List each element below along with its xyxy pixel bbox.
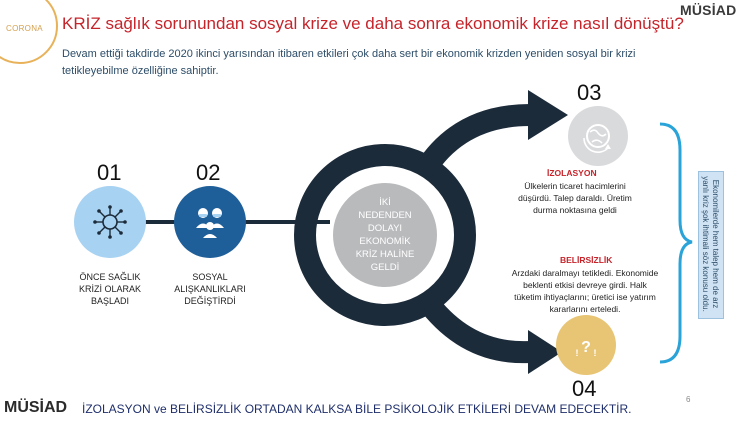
branch-04-number: 04 [572,376,597,401]
step-01-number: 01 [97,160,122,185]
page-number: 6 [686,395,691,404]
branch-03-number: 03 [577,80,602,105]
side-note-text: Ekonomilerde hem talep hem de arz yanlı kriz şok ihtimali söz konusu oldu. [701,176,720,312]
svg-text:!: ! [575,348,579,358]
svg-text:!: ! [593,348,597,358]
izolasyon-heading: İZOLASYON [547,168,597,178]
upper-arrow-head [528,90,568,140]
page-subtitle: Devam ettiği takdirde 2020 ikinci yarısından itibaren etkileri çok daha sert bir ekonomik krizden yeniden sosyal bir krizi tetikleyebilme özelliğine sahiptir. [62,48,636,77]
footer-statement: İZOLASYON ve BELİRSİZLİK ORTADAN KALKSA BİLE PSİKOLOJİK ETKİLERİ DEVAM EDECEKTİR. [82,402,632,416]
masked-people-icon [192,204,228,240]
step-02-number: 02 [196,160,221,185]
izolasyon-description: Ülkelerin ticaret hacimlerini düşürdü. Talep daraldı. Üretim durma noktasına geldi [518,181,632,215]
page-title: KRİZ sağlık sorunundan sosyal krize ve daha sonra ekonomik krize nasıl dönüştü? [62,14,684,33]
musiad-logo-bottom: MÜSİAD [4,399,68,416]
center-text: İKİ NEDENDEN DOLAYI EKONOMİK KRİZ HALİNE GELDİ [355,197,415,273]
belirsizlik-description: Arzdaki daralmayı tetikledi. Ekonomide beklenti etkisi devreye girdi. Halk tüketim ihtiyaçlarını; üretici ise yatırım kararlarını erteledi. [511,268,659,314]
step-01-label: ÖNCE SAĞLIK KRİZİ OLARAK BAŞLADI [78,272,141,306]
svg-text:?: ? [581,339,591,356]
globe-icon [580,118,616,154]
step-02-label: SOSYAL ALIŞKANLIKLARI DEĞİŞTİRDİ [174,272,246,306]
curly-bracket [660,124,692,362]
belirsizlik-heading: BELİRSİZLİK [560,255,613,265]
corona-label: CORONA [6,24,43,33]
musiad-logo-top: MÜSİAD [680,2,737,18]
question-exclamation-icon [568,327,604,363]
virus-icon [92,204,128,240]
upper-arrow-arc [425,115,530,170]
